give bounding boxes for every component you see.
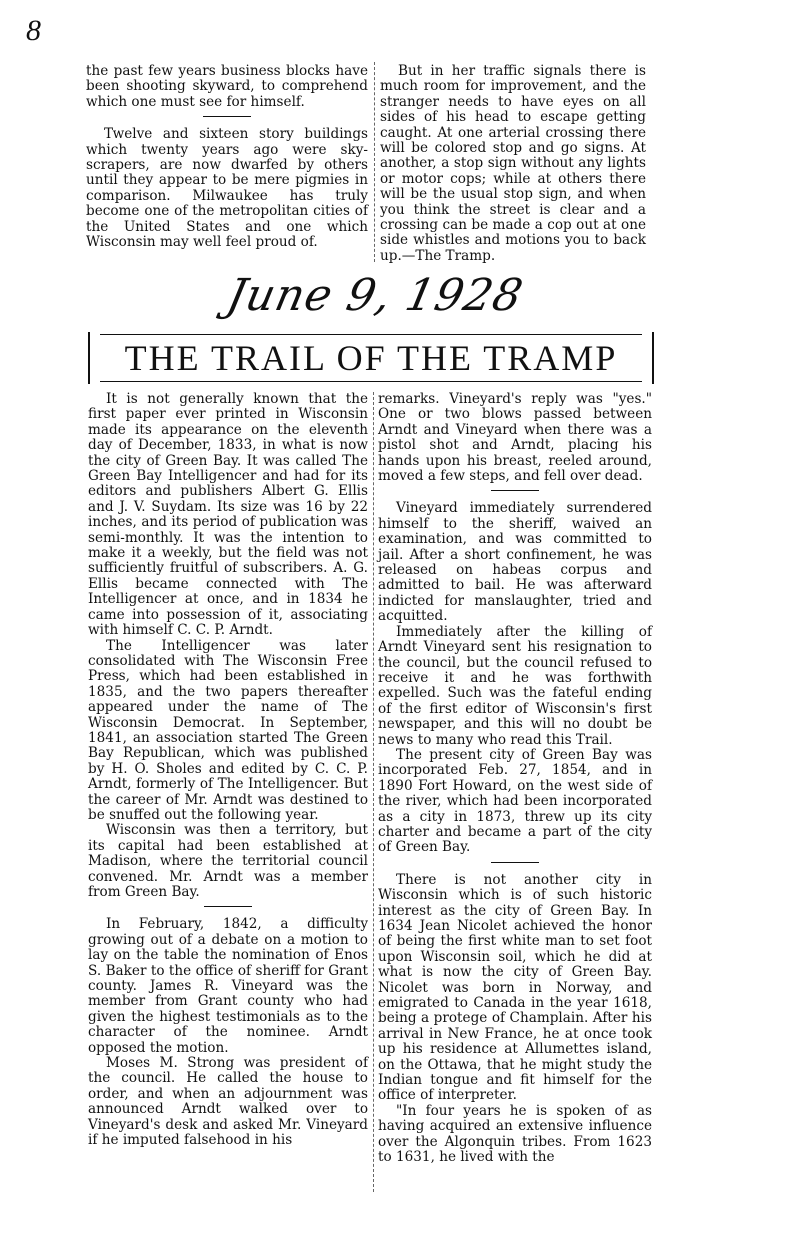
main-right-paragraph-3: Immediately after the killing of Arndt Vineyard sent his resignation to the council, but the council refused to receive it and he was forthwith expelled. Such was the fateful ending of the first editor of Wisconsin's first newspaper, and this will no doubt be news to many who read this Trail. — [378, 623, 652, 748]
column-rule-main — [373, 392, 374, 1192]
section-divider — [204, 906, 252, 907]
main-left-paragraph-1: It is not generally known that the first paper ever printed in Wisconsin made its appearance on the eleventh day of December, 1833, in what is now the city of Green Bay. It was called The Green Bay Intelligencer and had for its editors and publishers Albert G. Ellis and J. V. Suydam. Its size was 16 by 22 inches, and its period of publication was semi-monthly. It was the intention to make it a weekly, but the field was not sufficiently fruitful of subscribers. A. G. Ellis became connected with The Intelligencer at once, and in 1834 he came into possession of it, associating with himself C. C. P. Arndt. — [88, 391, 368, 639]
top-left-paragraph-2: Twelve and sixteen story buildings which twenty years ago were sky-scrapers, are now dwarfed by others until they appear to be mere pigmies in comparison. Milwaukee has truly become one of the metropolitan cities of the United States and one which Wisconsin may well feel proud of. — [86, 126, 368, 251]
top-article-left-column — [86, 64, 368, 250]
page-number: 8 — [26, 14, 41, 47]
main-right-paragraph-5: There is not another city in Wisconsin which is of such historic interest as the city of Green Bay. In 1634 Jean Nicolet achieved the honor of being the first white man to set foot upon Wisconsin soil, which he did at what is now the city of Green Bay. Nicolet was born in Norway, and emigrated to Canada in the year 1618, being a protege of Champlain. After his arrival in New France, he at once took up his residence at Allumettes island, on the Ottawa, that he might study the Indian tongue and fit himself for the office of interpreter. — [378, 871, 652, 1104]
main-right-paragraph-2: Vineyard immediately surrendered himself to the sheriff, waived an examination, and was committed to jail. After a short confinement, he was released on habeas corpus and admitted to bail. He was afterward indicted for manslaughter, tried and acquitted. — [378, 500, 652, 625]
top-right-paragraph-1: But in her traffic signals there is much room for improvement, and the stranger needs to have eyes on all sides of his head to escape getting caught. At one arterial crossing there will be colored stop and go signs. At another, a stop sign without any lights or motor cops; while at others there will be the usual stop sign, and when you think the street is clear and a crossing can be made a cop out at one side whistles and motions you to back up.—The Tramp. — [380, 63, 646, 264]
main-right-paragraph-1: remarks. Vineyard's reply was "yes." One or two blows passed between Arndt and Vineyard when there was a pistol shot and Arndt, placing his hands upon his breast, reeled around, moved a few steps, and fell over dead. — [378, 391, 652, 485]
main-right-paragraph-6: "In four years he is spoken of as having acquired an extensive influence over the Algonquin tribes. From 1623 to 1631, he lived with the — [378, 1102, 652, 1166]
main-article-right-column — [378, 392, 652, 1166]
top-article-right-column — [380, 64, 646, 264]
section-divider — [203, 116, 251, 117]
main-left-paragraph-5: Moses M. Strong was president of the council. He called the house to order, and when an adjournment was announced Arndt walked over to Vineyard's desk and asked Mr. Vineyard if he imputed falsehood in his — [88, 1055, 368, 1149]
main-right-paragraph-4: The present city of Green Bay was incorporated Feb. 27, 1854, and in 1890 Fort Howard, on the west side of the river, which had been incorporated as a city in 1873, threw up its city charter and became a part of the city of Green Bay. — [378, 746, 652, 856]
main-article-left-column — [88, 392, 368, 1149]
section-divider — [491, 490, 539, 491]
section-divider — [491, 862, 539, 863]
main-left-paragraph-2: The Intelligencer was later consolidated with The Wisconsin Free Press, which had been established in 1835, and the two papers thereafter appeared under the name of The Wisconsin Democrat. In September, 1841, an association started The Green Bay Republican, which was published by H. O. Sholes and edited by C. C. P. Arndt, formerly of The Intelligencer. But the career of Mr. Arndt was destined to be snuffed out the following year. — [88, 637, 368, 823]
headline-box — [88, 332, 654, 384]
column-rule-top — [374, 62, 375, 262]
main-left-paragraph-4: In February, 1842, a difficulty growing out of a debate on a motion to lay on the table the nomination of Enos S. Baker to the office of sheriff for Grant county. James R. Vineyard was the member from Grant county who had given the highest testimonials as to the character of the nominee. Arndt opposed the motion. — [88, 916, 368, 1056]
headline: THE TRAIL OF THE TRAMP — [124, 338, 618, 378]
handwritten-date: June 9, 1928 — [222, 270, 528, 321]
main-left-paragraph-3: Wisconsin was then a territory, but its capital had been established at Madison, where the territorial council convened. Mr. Arndt was a member from Green Bay. — [88, 822, 368, 900]
top-left-paragraph-1: the past few years business blocks have been shooting skyward, to comprehend which one must see for himself. — [86, 63, 368, 110]
